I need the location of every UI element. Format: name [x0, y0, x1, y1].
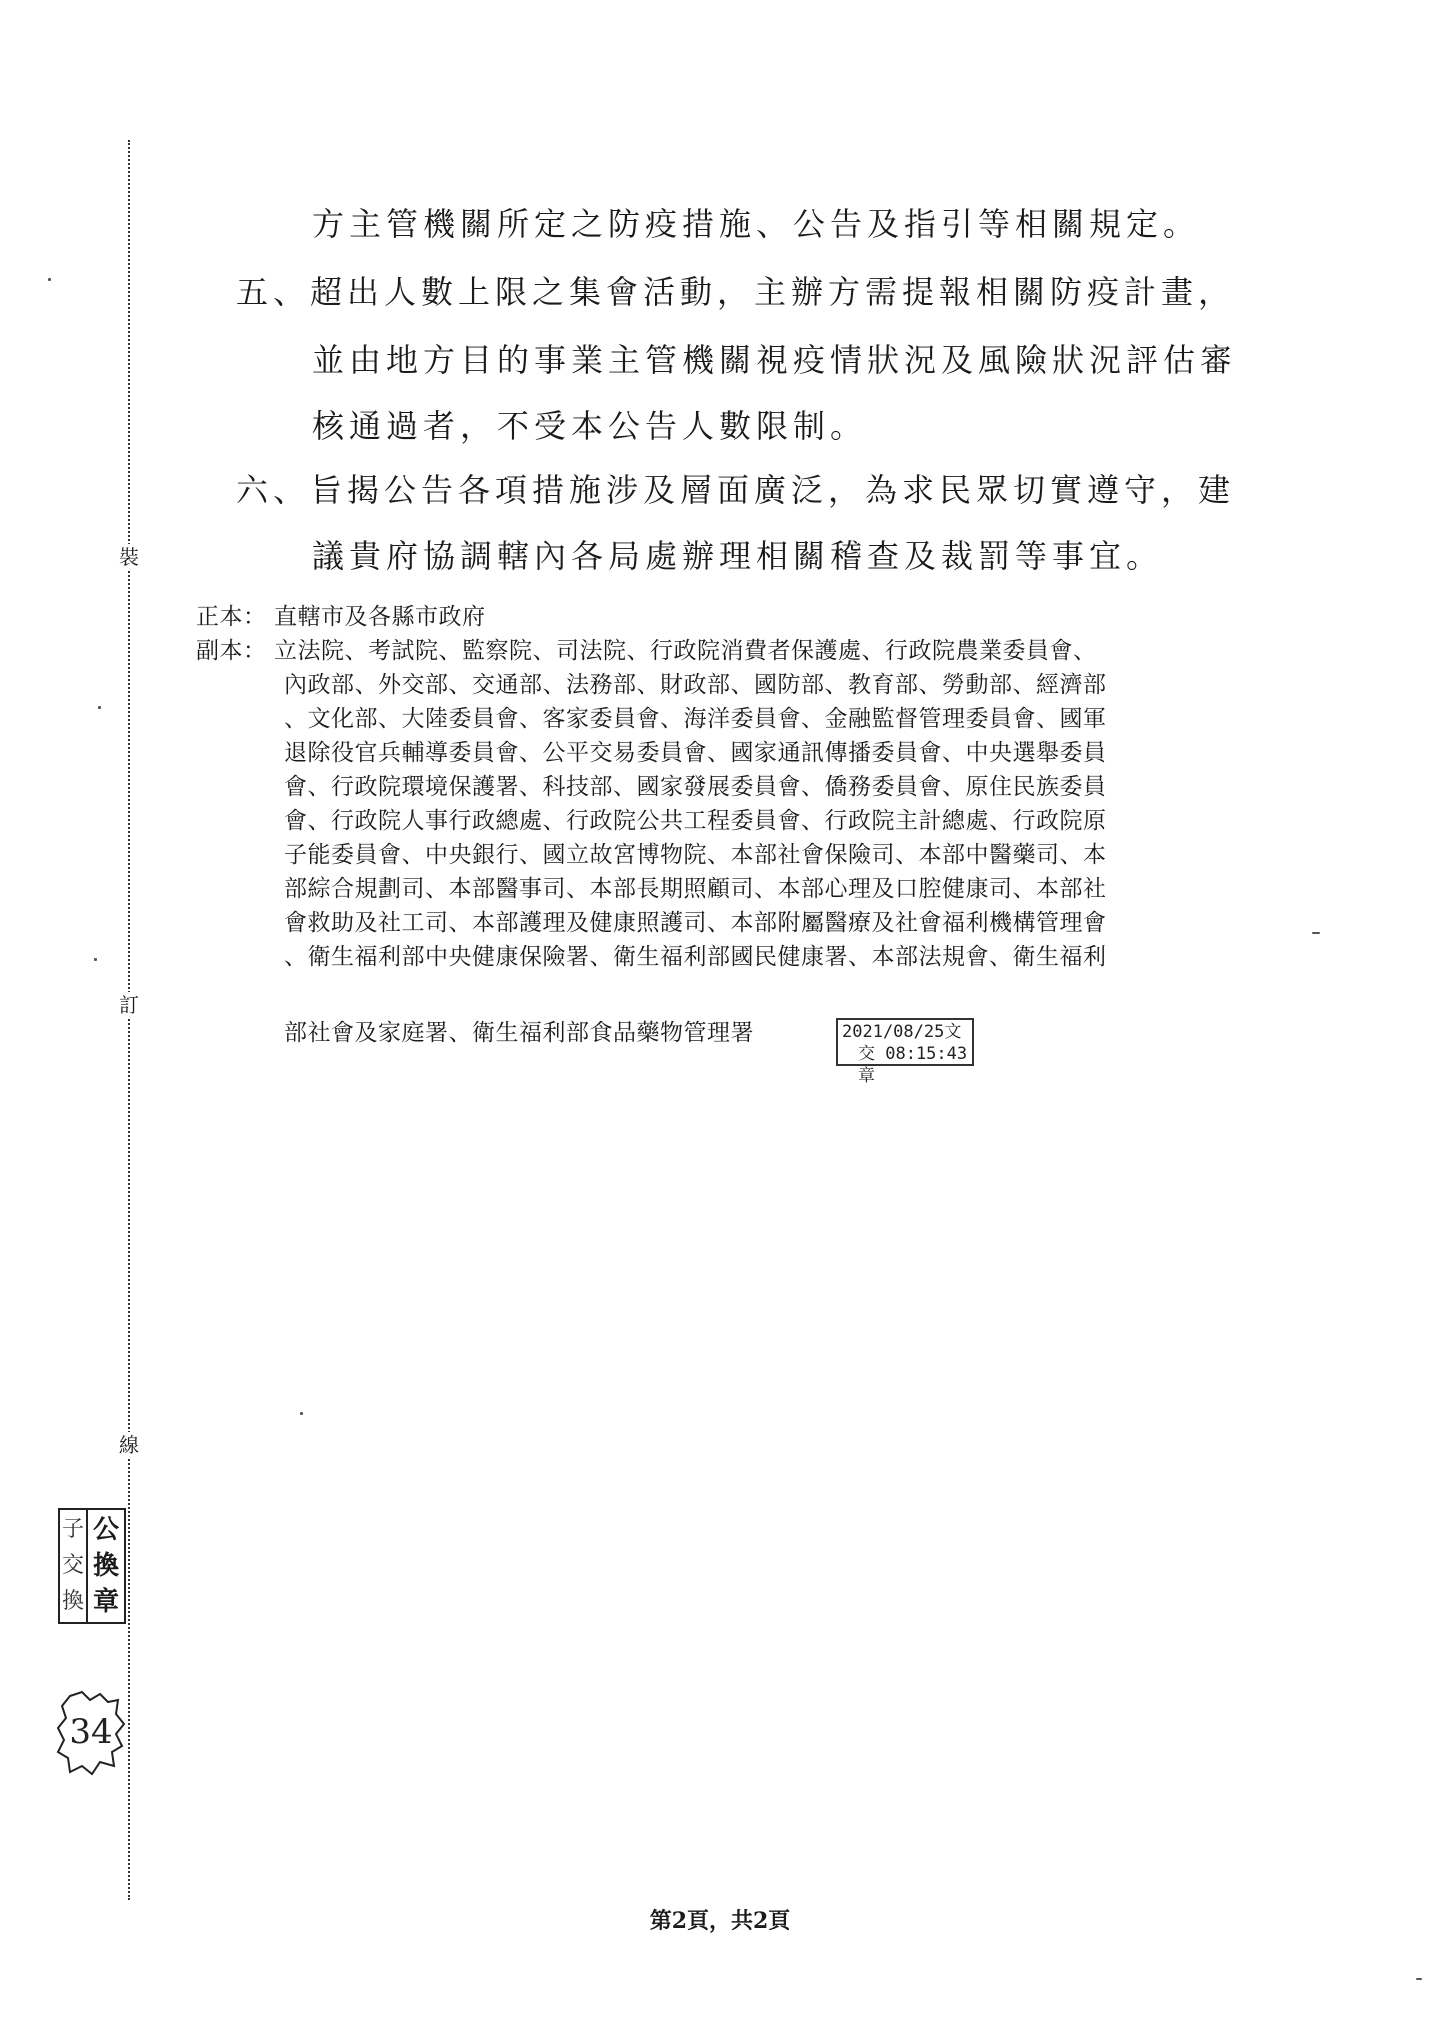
seal-stamp [56, 1690, 126, 1778]
scan-speck [48, 278, 51, 281]
exchange-stamp [58, 1508, 126, 1624]
copy-recipient-line: 、衛生福利部中央健康保險署、衛生福利部國民健康署、本部法規會、衛生福利 [284, 944, 1107, 970]
date-time-stamp [836, 1018, 974, 1086]
copy-recipient-line: 子能委員會、中央銀行、國立故宮博物院、本部社會保險司、本部中醫藥司、本 [284, 842, 1107, 868]
exchange-stamp-right-char: 章 [92, 1587, 119, 1617]
copy-recipient-line: 立法院、考試院、監察院、司法院、行政院消費者保護處、行政院農業委員會、 [274, 638, 1097, 664]
binding-dotted-line [128, 140, 130, 1900]
copy-recipient-line: 、文化部、大陸委員會、客家委員會、海洋委員會、金融監督管理委員會、國軍 [284, 706, 1107, 732]
scan-speck [98, 706, 101, 709]
scan-speck [1312, 932, 1320, 934]
copy-recipient-line: 部社會及家庭署、衛生福利部食品藥物管理署 [284, 1020, 754, 1046]
binding-char-zhuang: 裝 [116, 544, 142, 570]
copy-recipient-line: 退除役官兵輔導委員會、公平交易委員會、國家通訊傳播委員會、中央選舉委員 [284, 740, 1107, 766]
scan-speck [300, 1412, 303, 1415]
paragraph-line: 議貴府協調轄內各局處辦理相關稽查及裁罰等事宜。 [312, 537, 1164, 575]
copy-recipient-line: 會、行政院環境保護署、科技部、國家發展委員會、僑務委員會、原住民族委員 [284, 774, 1107, 800]
paragraph-line: 六、旨揭公告各項措施涉及層面廣泛，為求民眾切實遵守，建 [236, 471, 1236, 509]
date-stamp-line: 2021/08/25文 [842, 1022, 962, 1042]
copy-recipient-line: 會、行政院人事行政總處、行政院公共工程委員會、行政院主計總處、行政院原 [284, 808, 1107, 834]
exchange-stamp-left-char: 交 [61, 1553, 84, 1578]
scan-speck [1416, 1978, 1422, 1980]
binding-char-ding: 訂 [116, 992, 142, 1018]
paragraph-line: 方主管機關所定之防疫措施、公告及指引等相關規定。 [312, 205, 1201, 243]
copy-recipient-line: 內政部、外交部、交通部、法務部、財政部、國防部、教育部、勞動部、經濟部 [284, 672, 1107, 698]
original-recipient: 直轄市及各縣市政府 [274, 604, 486, 630]
time-stamp-line: 交 08:15:43章 [858, 1044, 968, 1086]
exchange-stamp-left-column [60, 1510, 88, 1622]
seal-number: 34 [69, 1712, 113, 1752]
paragraph-line: 五、超出人數上限之集會活動，主辦方需提報相關防疫計畫， [236, 273, 1236, 311]
scan-speck [94, 958, 97, 961]
copy-recipient-label: 副本： [196, 638, 267, 664]
paragraph-line: 核通過者，不受本公告人數限制。 [312, 407, 868, 445]
exchange-stamp-right-char: 換 [92, 1551, 119, 1581]
copy-recipient-line: 部綜合規劃司、本部醫事司、本部長期照顧司、本部心理及口腔健康司、本部社 [284, 876, 1107, 902]
exchange-stamp-right-char: 公 [92, 1515, 119, 1545]
exchange-stamp-left-char: 換 [61, 1589, 84, 1614]
exchange-stamp-left-char: 子 [61, 1517, 84, 1542]
paragraph-line: 並由地方目的事業主管機關視疫情狀況及風險狀況評估審 [312, 341, 1238, 379]
exchange-stamp-right-column [88, 1510, 124, 1622]
original-recipient-label: 正本： [196, 604, 267, 630]
binding-char-xian: 線 [116, 1432, 142, 1458]
page-number: 第2頁，共2頁 [649, 1908, 791, 1934]
copy-recipient-line: 會救助及社工司、本部護理及健康照護司、本部附屬醫療及社會福利機構管理會 [284, 910, 1107, 936]
